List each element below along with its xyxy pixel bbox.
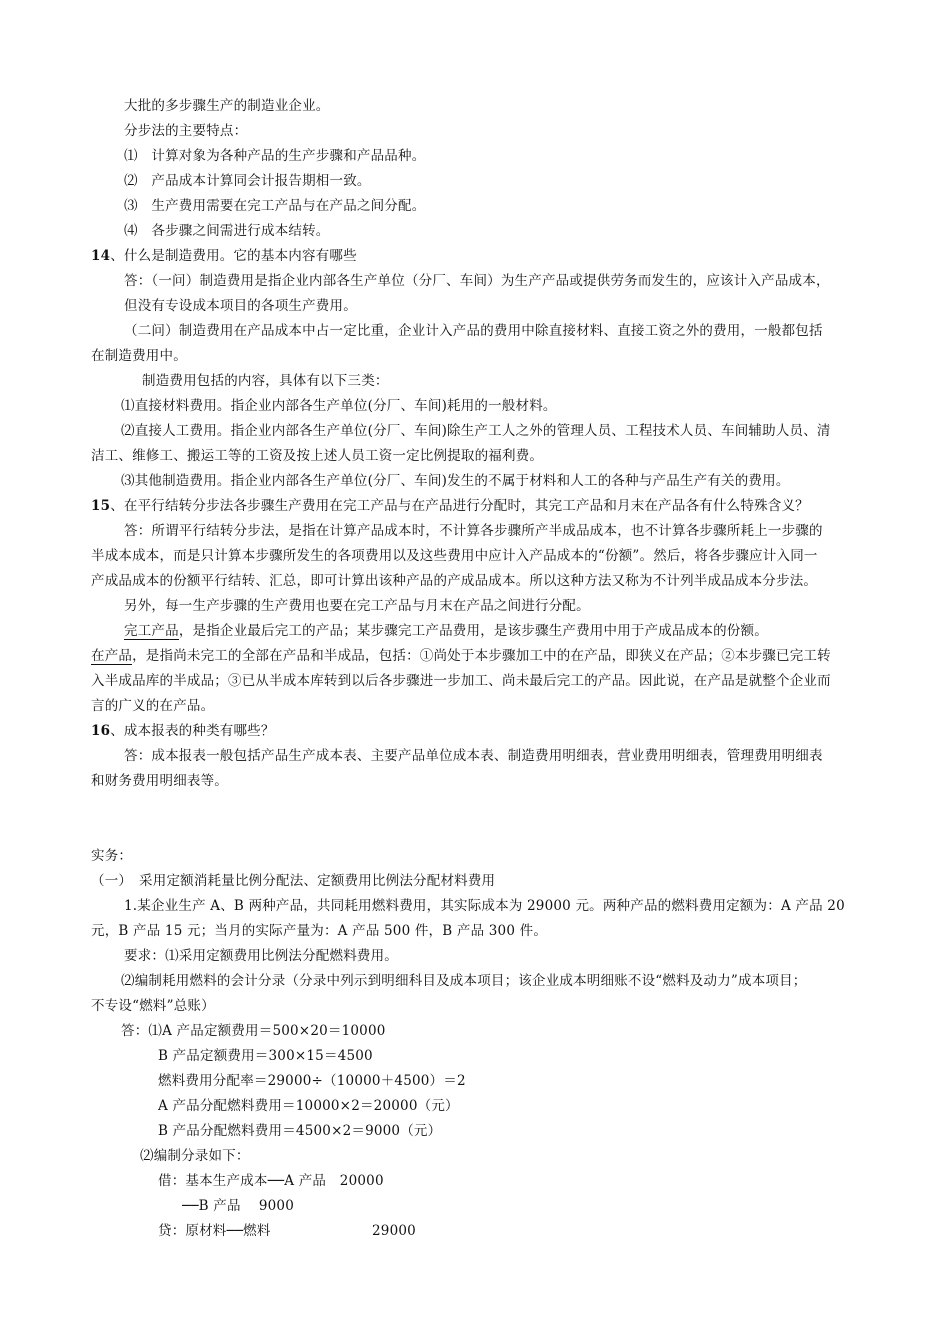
list-item: ⑶其他制造费用。指企业内部各生产单位(分厂、车间)发生的不属于材料和人工的各种与产品生产有关的费用。	[121, 473, 790, 489]
question-text: 、成本报表的种类有哪些？	[110, 723, 275, 739]
term-completed-product: 完工产品	[124, 623, 179, 639]
section-heading: 实务：	[91, 848, 133, 864]
answer-line: ⑵编制分录如下：	[140, 1148, 250, 1164]
list-item: ⑵直接人工费用。指企业内部各生产单位(分厂、车间)除生产工人之外的管理人员、工程技术人员、车间辅助人员、清	[121, 423, 831, 439]
credit-amount: 29000	[372, 1223, 416, 1239]
question-heading	[91, 247, 357, 265]
text-line: 不专设“燃料”总账）	[91, 998, 215, 1014]
text-line: 在制造费用中。	[91, 348, 187, 364]
journal-entry-line	[158, 1222, 271, 1240]
list-item: ⑵ 产品成本计算同会计报告期相一致。	[124, 173, 371, 189]
text-line: 入半成品库的半成品；③已从半成本库转到以后各步骤进一步加工、尚未最后完工的产品。因此说，在产品是就整个企业而	[91, 673, 831, 689]
text-line: 但没有专设成本项目的各项生产费用。	[124, 298, 357, 314]
list-item: ⑷ 各步骤之间需进行成本结转。	[124, 223, 330, 239]
text-line: ⑵编制耗用燃料的会计分录（分录中列示到明细科目及成本项目；该企业成本明细账不设“燃料及动力”成本项目；	[121, 973, 807, 989]
text-line	[124, 622, 768, 640]
text-line: 元，B 产品 15 元；当月的实际产量为：A 产品 500 件，B 产品 300 件。	[91, 923, 548, 939]
text-line: 分步法的主要特点：	[124, 123, 248, 139]
text-line: 1.某企业生产 A、B 两种产品，共同耗用燃料费用，其实际成本为 29000 元。两种产品的燃料费用定额为：A 产品 20	[124, 898, 845, 914]
text-line: 产成品成本的份额平行结转、汇总，即可计算出该种产品的产成品成本。所以这种方法又称为不计列半成品成本分步法。	[91, 573, 818, 589]
term-in-process-product: 在产品	[91, 648, 133, 664]
question-text: 、什么是制造费用。它的基本内容有哪些	[110, 248, 357, 264]
question-number: 14	[91, 248, 111, 264]
question-number: 16	[91, 723, 111, 739]
credit-account: 贷：原材料──燃料	[158, 1223, 271, 1239]
text-line: 言的广义的在产品。	[91, 698, 215, 714]
text-line: 答：（一问）制造费用是指企业内部各生产单位（分厂、车间）为生产产品或提供劳务而发生的，应该计入产品成本，	[124, 273, 830, 289]
text-line: 洁工、维修工、搬运工等的工资及按上述人员工资一定比例提取的福利费。	[91, 448, 544, 464]
term-definition: ，是指企业最后完工的产品；某步骤完工产品费用，是该步骤生产费用中用于产成品成本的份额。	[178, 623, 768, 639]
text-line: 答：所谓平行结转分步法，是指在计算产品成本时，不计算各步骤所产半成品成本，也不计算各步骤所耗上一步骤的	[124, 523, 823, 539]
answer-line: B 产品分配燃料费用＝4500×2＝9000（元）	[158, 1123, 442, 1139]
list-item: ⑶ 生产费用需要在完工产品与在产品之间分配。	[124, 198, 426, 214]
question-heading	[91, 497, 809, 515]
list-item: ⑴直接材料费用。指企业内部各生产单位(分厂、车间)耗用的一般材料。	[121, 398, 557, 414]
text-line	[91, 647, 831, 665]
term-definition: ，是指尚未完工的全部在产品和半成品，包括：①尚处于本步骤加工中的在产品，即狭义在产品；②本步骤已完工转	[132, 648, 831, 664]
list-item: ⑴ 计算对象为各种产品的生产步骤和产品品种。	[124, 148, 426, 164]
text-line: 答：成本报表一般包括产品生产成本表、主要产品单位成本表、制造费用明细表，营业费用明细表，管理费用明细表	[124, 748, 823, 764]
subsection-heading: （一） 采用定额消耗量比例分配法、定额费用比例法分配材料费用	[91, 873, 496, 889]
journal-entry-line: 借：基本生产成本──A 产品 20000	[158, 1173, 384, 1189]
answer-line: A 产品分配燃料费用＝10000×2＝20000（元）	[158, 1098, 459, 1114]
text-line: （二问）制造费用在产品成本中占一定比重，企业计入产品的费用中除直接材料、直接工资之外的费用，一般都包括	[124, 323, 823, 339]
question-heading	[91, 722, 275, 740]
text-line: 和财务费用明细表等。	[91, 773, 228, 789]
journal-entry-line: ──B 产品 9000	[182, 1198, 295, 1214]
answer-line: B 产品定额费用＝300×15＝4500	[158, 1048, 373, 1064]
question-number: 15	[91, 498, 111, 514]
text-line: 另外，每一生产步骤的生产费用也要在完工产品与月末在产品之间进行分配。	[124, 598, 590, 614]
answer-line: 燃料费用分配率＝29000÷（10000＋4500）＝2	[158, 1073, 466, 1089]
text-line: 制造费用包括的内容，具体有以下三类：	[142, 373, 389, 389]
text-line: 半成本成本，而是只计算本步骤所发生的各项费用以及这些费用中应计入产品成本的“份额”。然后，将各步骤应计入同一	[91, 548, 818, 564]
text-line: 要求：⑴采用定额费用比例法分配燃料费用。	[124, 948, 398, 964]
text-line: 大批的多步骤生产的制造业企业。	[124, 98, 330, 114]
answer-line: 答：⑴A 产品定额费用＝500×20＝10000	[121, 1023, 386, 1039]
question-text: 、在平行结转分步法各步骤生产费用在完工产品与在产品进行分配时，其完工产品和月末在产品各有什么特殊含义？	[110, 498, 809, 514]
